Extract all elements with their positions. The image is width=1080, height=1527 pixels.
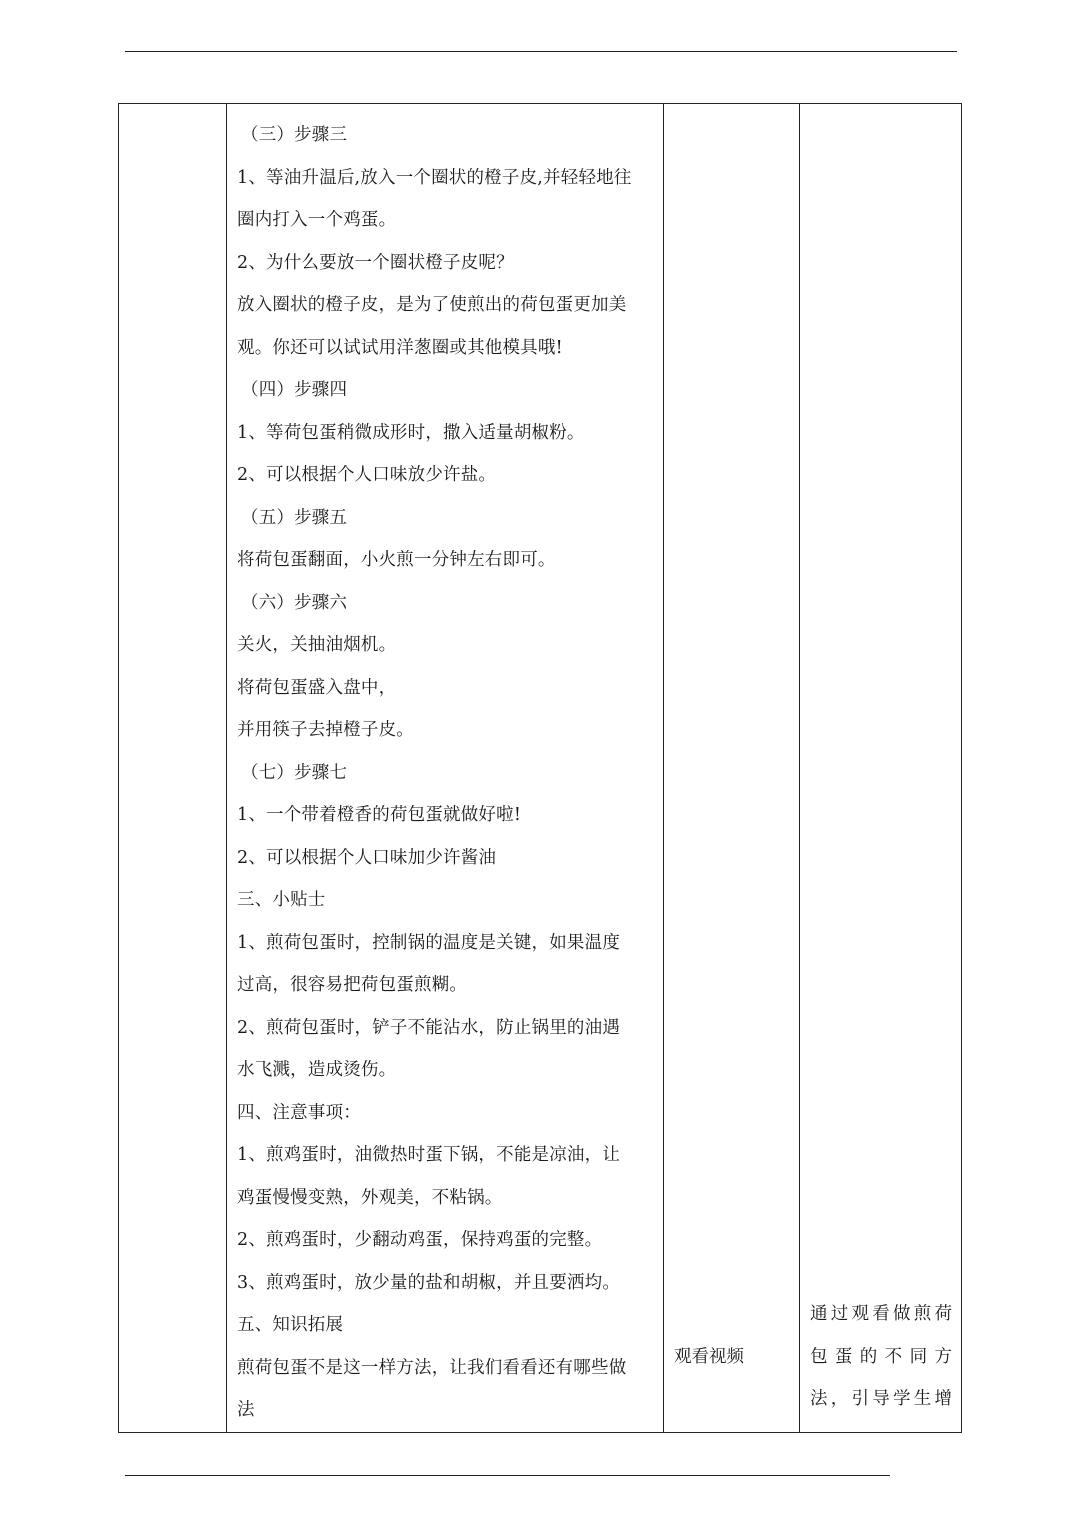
content-line: 四、注意事项： <box>237 1102 361 1123</box>
content-line: 1、煎鸡蛋时，油微热时蛋下锅，不能是凉油，让 <box>237 1145 621 1165</box>
content-line: 1、煎荷包蛋时，控制锅的温度是关键，如果温度 <box>237 932 621 953</box>
content-line: （三）步骤三 <box>241 125 348 145</box>
content-line: 放入圈状的橙子皮，是为了使煎出的荷包蛋更加美 <box>237 295 627 315</box>
header-rule <box>125 51 957 52</box>
content-line: 将荷包蛋翻面，小火煎一分钟左右即可。 <box>237 550 556 570</box>
student-activity-text: 观看视频 <box>674 1347 744 1367</box>
content-line: 并用筷子去掉橙子皮。 <box>237 720 414 740</box>
teaching-content-cell <box>227 104 664 1433</box>
content-line: 关火，关抽油烟机。 <box>237 635 397 655</box>
design-intent-line-1: 通 过 观 看 做 煎 荷 <box>810 1304 952 1324</box>
student-activity-cell <box>664 104 800 1433</box>
content-line: 鸡蛋慢慢变熟，外观美，不粘锅。 <box>237 1187 503 1208</box>
table-row <box>119 104 962 1433</box>
content-line: 圈内打入一个鸡蛋。 <box>237 210 397 230</box>
content-line: 2、为什么要放一个圈状橙子皮呢？ <box>237 252 514 273</box>
content-line: 1、等荷包蛋稍微成形时，撒入适量胡椒粉。 <box>237 422 585 443</box>
content-line: 三、小贴士 <box>237 890 326 910</box>
content-line: （七）步骤七 <box>241 762 348 783</box>
content-line: 2、可以根据个人口味放少许盐。 <box>237 465 497 485</box>
teaching-content-lines <box>227 104 663 1432</box>
lesson-plan-table <box>118 103 962 1433</box>
content-line: （五）步骤五 <box>241 507 348 528</box>
content-line: （六）步骤六 <box>241 592 348 613</box>
footer-rule <box>125 1475 890 1476</box>
design-intent-text <box>810 1293 952 1421</box>
design-intent-cell <box>800 104 962 1433</box>
stage-cell <box>119 104 227 1433</box>
content-line: （四）步骤四 <box>241 380 348 400</box>
content-line: 法 <box>237 1400 255 1420</box>
content-line: 水飞溅，造成烫伤。 <box>237 1060 397 1080</box>
content-line: 过高，很容易把荷包蛋煎糊。 <box>237 975 468 995</box>
content-line: 五、知识拓展 <box>237 1315 344 1335</box>
content-line: 2、煎鸡蛋时，少翻动鸡蛋，保持鸡蛋的完整。 <box>237 1230 603 1250</box>
design-intent-line-3: 法 ， 引 导 学 生 增 <box>810 1389 952 1409</box>
content-line: 3、煎鸡蛋时，放少量的盐和胡椒，并且要洒均。 <box>237 1272 621 1293</box>
content-line: 1、等油升温后,放入一个圈状的橙子皮,并轻轻地往 <box>237 167 632 188</box>
content-line: 煎荷包蛋不是这一样方法，让我们看看还有哪些做 <box>237 1357 627 1378</box>
content-line: 1、一个带着橙香的荷包蛋就做好啦! <box>237 805 522 825</box>
content-line: 将荷包蛋盛入盘中， <box>237 677 397 698</box>
content-line: 观。你还可以试试用洋葱圈或其他模具哦! <box>237 337 563 358</box>
content-line: 2、可以根据个人口味加少许酱油 <box>237 847 497 868</box>
design-intent-line-2: 包 蛋 的 不 同 方 <box>810 1346 952 1367</box>
content-line: 2、煎荷包蛋时，铲子不能沾水，防止锅里的油遇 <box>237 1017 621 1038</box>
